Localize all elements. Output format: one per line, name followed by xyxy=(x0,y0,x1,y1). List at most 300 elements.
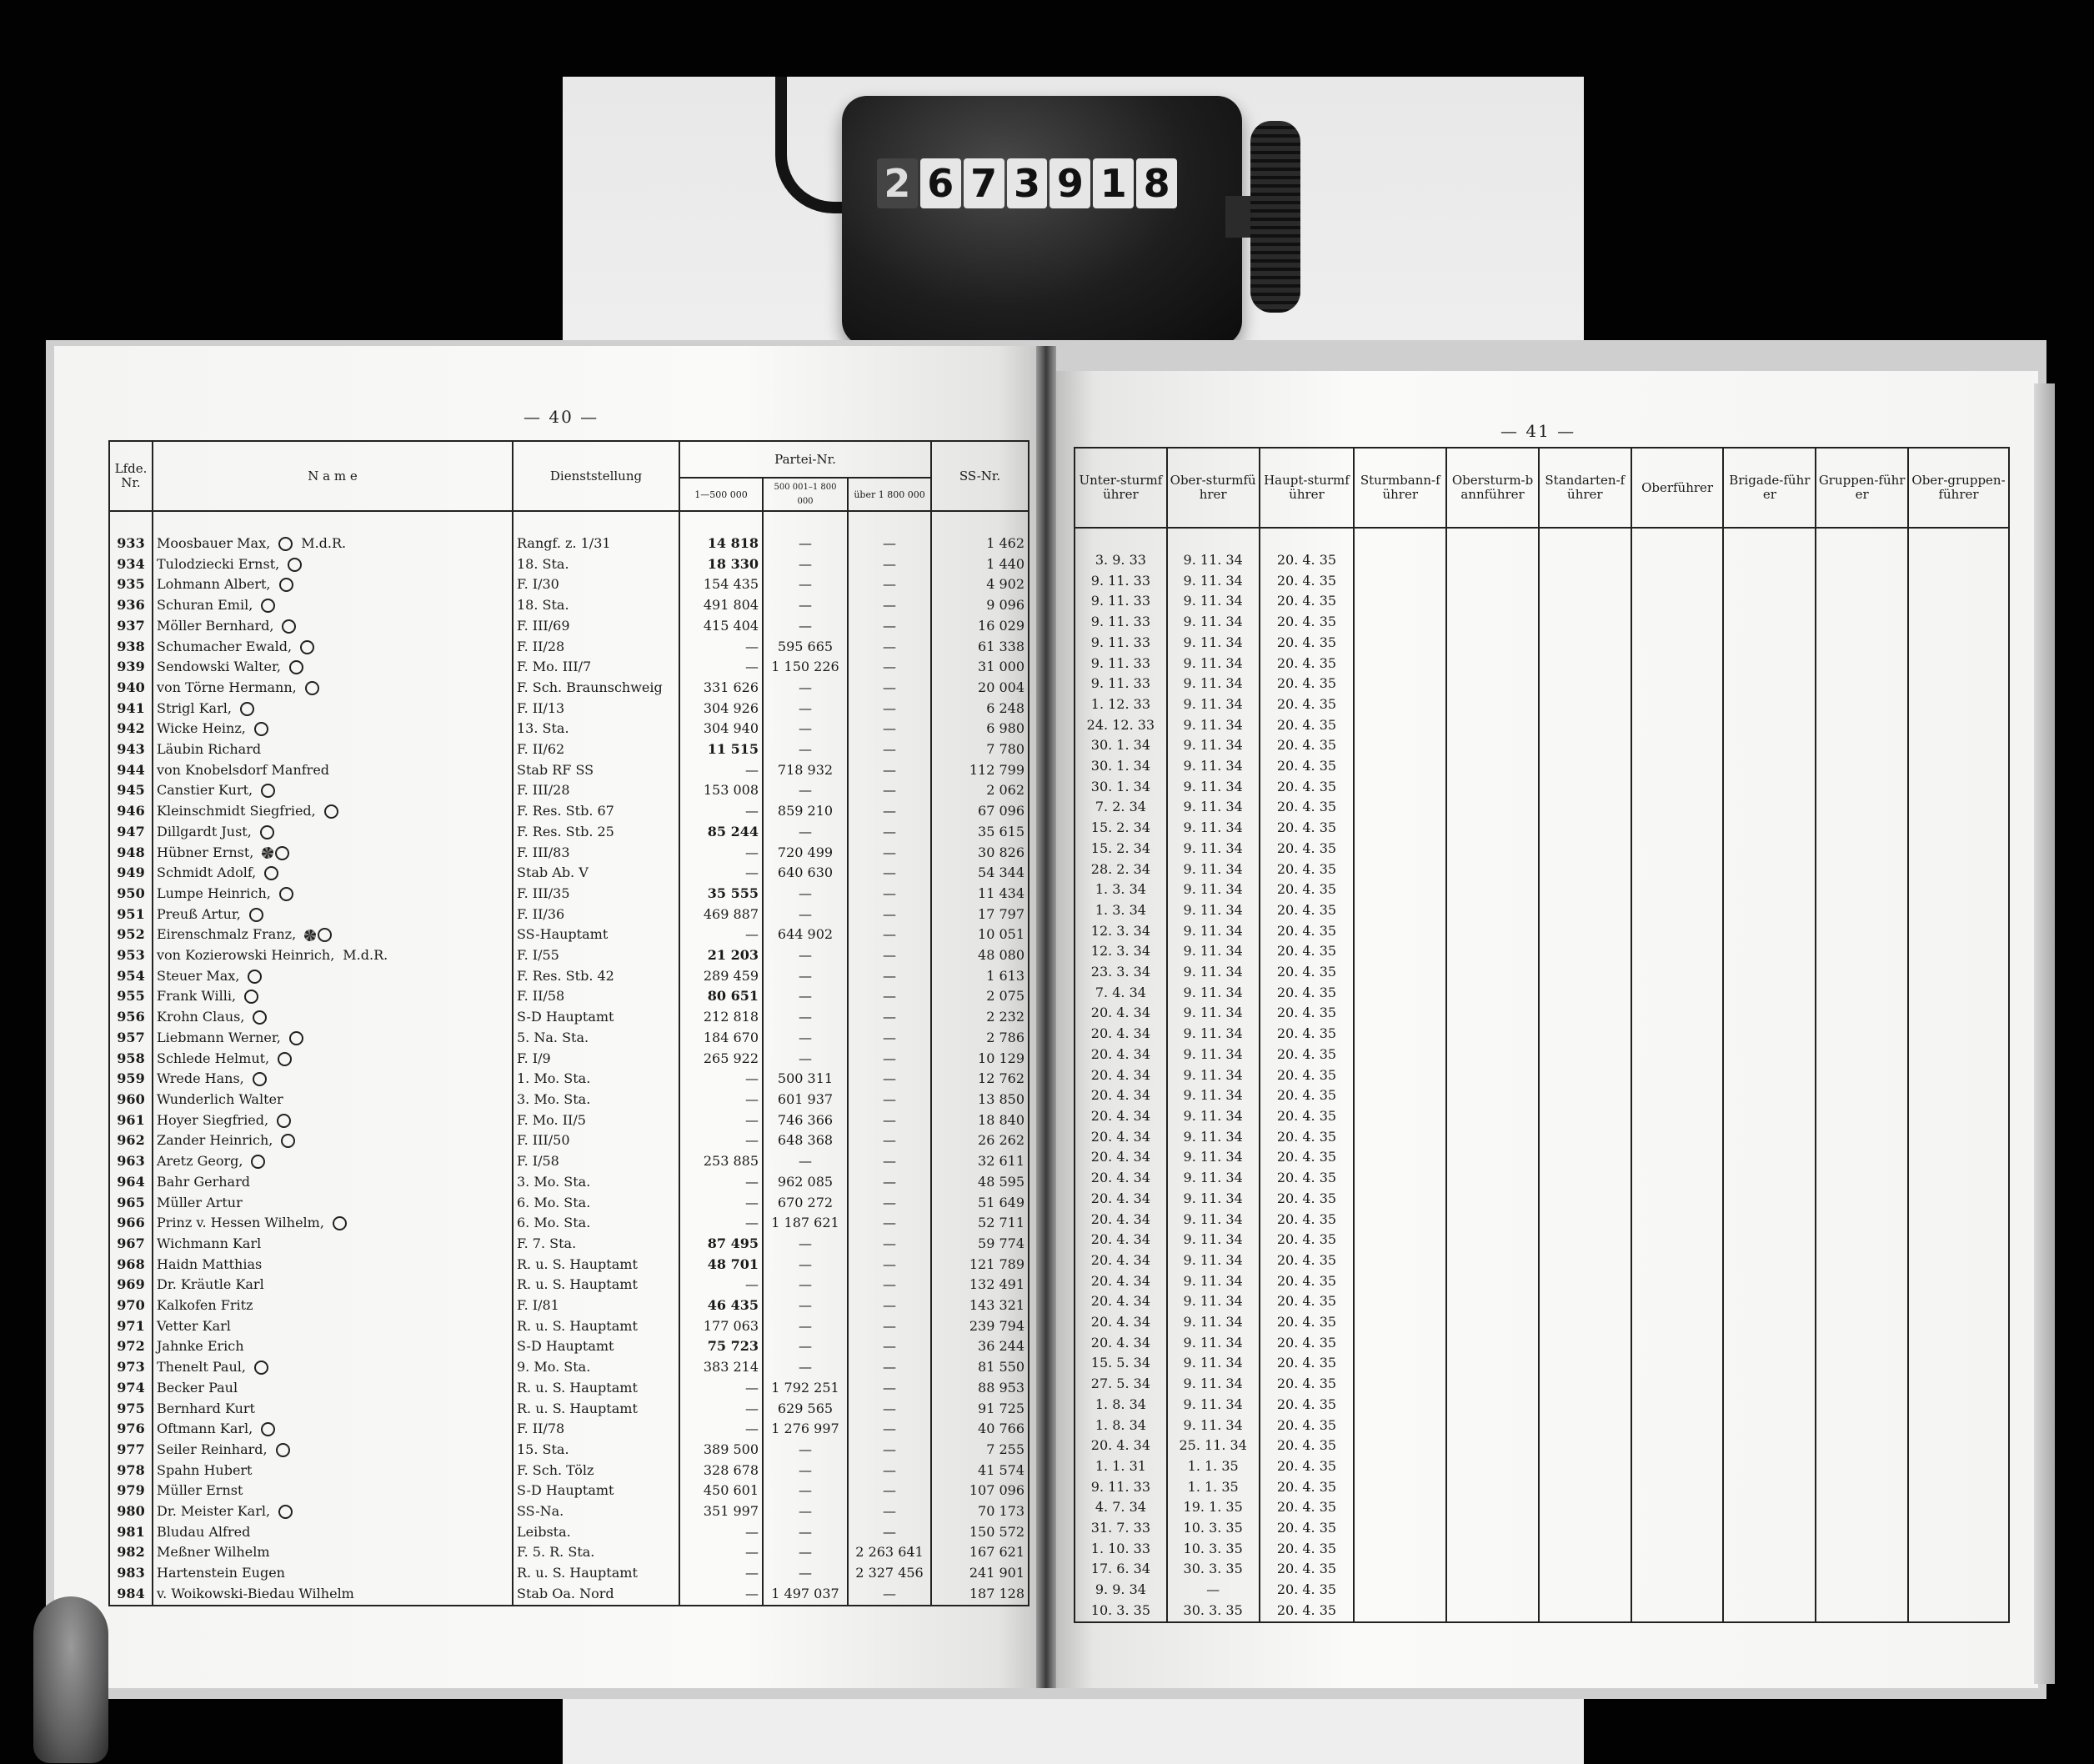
dienststellung: Leibsta. xyxy=(517,1523,571,1540)
ss-nr-cell xyxy=(931,945,1029,966)
member-name-cell xyxy=(153,739,513,760)
partei-nr-1: 154 435 xyxy=(703,576,759,593)
rank-date-cell xyxy=(1446,674,1539,694)
partei-nr-1-cell xyxy=(679,1295,763,1316)
rank-date-cell xyxy=(1816,879,1908,900)
rank-date-cell xyxy=(1354,1539,1446,1560)
table-row xyxy=(109,1501,1029,1522)
rank-date: 1. 8. 34 xyxy=(1095,1416,1146,1433)
rank-date-cell xyxy=(1816,962,1908,983)
member-name: Hartenstein Eugen xyxy=(157,1565,285,1581)
table-row xyxy=(109,534,1029,554)
dienststellung: 3. Mo. Sta. xyxy=(517,1173,591,1190)
rank-date: 9. 11. 34 xyxy=(1183,1087,1243,1104)
rank-date-cell xyxy=(1908,735,2009,756)
rank-date: 20. 4. 34 xyxy=(1090,1128,1151,1145)
row-number: 934 xyxy=(117,555,145,572)
rank-date: 20. 4. 34 xyxy=(1090,1314,1151,1331)
rank-date-cell xyxy=(1816,1106,1908,1127)
ss-nr: 150 572 xyxy=(969,1523,1025,1540)
rank-date-cell xyxy=(1075,983,1167,1004)
dienststellung-cell xyxy=(513,739,679,760)
rank-date-cell xyxy=(1631,735,1724,756)
rank-date-cell xyxy=(1446,591,1539,612)
row-number-cell xyxy=(109,1419,153,1440)
rank-date-cell xyxy=(1631,1518,1724,1539)
rank-date-cell xyxy=(1908,591,2009,612)
ss-nr: 13 850 xyxy=(978,1090,1025,1107)
rank-date-cell xyxy=(1075,1497,1167,1518)
rank-date: 20. 4. 35 xyxy=(1276,922,1337,939)
partei-nr-2: — xyxy=(799,1276,812,1293)
dienststellung-cell xyxy=(513,1357,679,1378)
ss-nr-cell xyxy=(931,1130,1029,1151)
rank-date-cell xyxy=(1816,1210,1908,1230)
ss-nr: 52 711 xyxy=(978,1215,1025,1231)
dienststellung: F. II/58 xyxy=(517,988,565,1005)
rank-date-cell xyxy=(1167,571,1260,592)
rank-date-cell xyxy=(1539,1559,1631,1580)
dienststellung-cell xyxy=(513,1028,679,1049)
dienststellung: F. Res. Stb. 42 xyxy=(517,967,614,984)
partei-nr-2-cell xyxy=(763,966,848,987)
partei-nr-2-cell xyxy=(763,1542,848,1563)
rank-date-cell xyxy=(1260,756,1355,777)
rank-date: 31. 7. 33 xyxy=(1090,1520,1151,1536)
partei-nr-1: 14 818 xyxy=(707,535,759,551)
dienststellung: R. u. S. Hauptamt xyxy=(517,1317,638,1334)
partei-nr-3-cell xyxy=(848,739,931,760)
rank-date-cell xyxy=(1631,1374,1724,1395)
rank-date: 1. 3. 34 xyxy=(1095,881,1146,898)
dienststellung-cell xyxy=(513,595,679,616)
row-number: 956 xyxy=(117,1009,145,1025)
rank-date: 19. 1. 35 xyxy=(1183,1499,1243,1516)
rank-date-cell xyxy=(1260,591,1355,612)
rank-date-cell xyxy=(1723,1333,1816,1354)
ss-nr: 88 953 xyxy=(978,1379,1025,1396)
rank-date-cell xyxy=(1167,1291,1260,1312)
member-name: Kleinschmidt Siegfried, xyxy=(157,803,316,819)
row-number-cell xyxy=(109,822,153,843)
rank-date-cell xyxy=(1908,859,2009,880)
row-number-cell xyxy=(109,534,153,554)
rank-date-cell xyxy=(1075,654,1167,674)
rank-date-cell xyxy=(1908,674,2009,694)
partei-nr-3: — xyxy=(883,617,897,634)
member-name: Schlede Helmut, xyxy=(157,1050,270,1066)
rank-date-cell xyxy=(1723,879,1816,900)
rank-date-cell xyxy=(1354,797,1446,818)
partei-nr-1-cell xyxy=(679,1563,763,1584)
table-row xyxy=(1075,1271,2009,1292)
rank-date-cell xyxy=(1908,1601,2009,1622)
rank-date-cell xyxy=(1167,715,1260,736)
rank-date: 9. 11. 34 xyxy=(1183,1293,1243,1310)
rank-date-cell xyxy=(1816,633,1908,654)
ss-nr: 1 613 xyxy=(986,967,1025,984)
partei-nr-2: 962 085 xyxy=(777,1173,834,1190)
dienststellung-cell xyxy=(513,1110,679,1131)
partei-nr-2-cell xyxy=(763,760,848,781)
dienststellung: R. u. S. Hauptamt xyxy=(517,1565,638,1581)
rank-date: 1. 1. 35 xyxy=(1187,1478,1239,1495)
partei-nr-2: — xyxy=(799,1297,812,1314)
partei-nr-3: — xyxy=(883,720,897,737)
rank-date-cell xyxy=(1631,1147,1724,1168)
dienststellung-cell xyxy=(513,1316,679,1337)
rank-date-cell xyxy=(1908,818,2009,839)
ss-nr-cell xyxy=(931,678,1029,699)
rank-date-cell xyxy=(1260,900,1355,921)
rank-date-cell xyxy=(1539,879,1631,900)
ss-nr-cell xyxy=(931,1419,1029,1440)
rank-date-cell xyxy=(1260,1353,1355,1374)
ss-nr: 1 462 xyxy=(986,535,1025,551)
rank-date-cell xyxy=(1260,1312,1355,1333)
member-name-cell xyxy=(153,1130,513,1151)
ss-nr-cell xyxy=(931,1007,1029,1028)
partei-nr-2-cell xyxy=(763,678,848,699)
partei-nr-2-cell xyxy=(763,1522,848,1543)
rank-date-cell xyxy=(1354,1580,1446,1601)
partei-nr-2: — xyxy=(799,1544,812,1561)
rank-date-cell xyxy=(1167,633,1260,654)
rank-date-cell xyxy=(1260,1168,1355,1189)
spacer-cell xyxy=(1075,528,1167,550)
rank-date: 9. 11. 33 xyxy=(1090,1478,1151,1495)
counter-digits xyxy=(877,158,1177,208)
rank-date-cell xyxy=(1446,839,1539,859)
rank-date-cell xyxy=(1908,1539,2009,1560)
rank-header: Sturmbann-führer xyxy=(1354,448,1446,528)
member-name: Lumpe Heinrich, xyxy=(157,885,271,901)
partei-nr-3: — xyxy=(883,864,897,881)
rank-date-cell xyxy=(1075,1395,1167,1416)
table-row xyxy=(1075,1456,2009,1477)
rank-date-cell xyxy=(1354,1127,1446,1148)
table-row xyxy=(109,863,1029,884)
ss-nr: 6 980 xyxy=(986,720,1025,737)
partei-nr-2: — xyxy=(799,988,812,1005)
rank-date-cell xyxy=(1723,694,1816,715)
rank-date: 9. 11. 34 xyxy=(1183,1066,1243,1083)
ring-mark-icon xyxy=(254,719,268,739)
spacer-cell xyxy=(109,511,153,534)
spacer-cell xyxy=(1260,528,1355,550)
rank-date-cell xyxy=(1446,1353,1539,1374)
rank-date-cell xyxy=(1723,591,1816,612)
rank-date: 20. 4. 34 xyxy=(1090,1005,1151,1021)
rank-date-cell xyxy=(1446,1168,1539,1189)
ss-nr-cell xyxy=(931,1584,1029,1606)
rank-date-cell xyxy=(1816,756,1908,777)
rank-date-cell xyxy=(1075,859,1167,880)
table-row xyxy=(109,657,1029,678)
spacer-cell xyxy=(1446,528,1539,550)
rank-date-cell xyxy=(1908,797,2009,818)
rank-date: 20. 4. 35 xyxy=(1276,1437,1337,1454)
partei-nr-3: — xyxy=(883,1421,897,1437)
rank-date-cell xyxy=(1631,1477,1724,1498)
rank-date-cell xyxy=(1167,921,1260,942)
page-edge xyxy=(2034,383,2055,1684)
member-name: Dillgardt Just, xyxy=(157,823,252,839)
table-row xyxy=(1075,839,2009,859)
row-number: 976 xyxy=(117,1421,145,1437)
partei-nr-3: 2 263 641 xyxy=(855,1544,924,1561)
partei-nr-1-cell xyxy=(679,1440,763,1461)
rank-date: 9. 11. 34 xyxy=(1183,1334,1243,1351)
partei-nr-2: — xyxy=(799,905,812,922)
partei-nr-1-cell xyxy=(679,925,763,945)
row-number: 981 xyxy=(117,1523,145,1540)
member-name-cell xyxy=(153,822,513,843)
rank-date-cell xyxy=(1075,1539,1167,1560)
rank-date-cell xyxy=(1539,941,1631,962)
member-name-cell xyxy=(153,1234,513,1255)
rank-date-cell xyxy=(1260,571,1355,592)
rank-date-cell xyxy=(1446,1539,1539,1560)
partei-nr-1: 491 804 xyxy=(703,597,759,614)
rank-date-cell xyxy=(1908,1416,2009,1436)
row-number: 950 xyxy=(117,885,145,901)
rank-date-cell xyxy=(1723,674,1816,694)
partei-nr-2: 746 366 xyxy=(777,1111,834,1128)
partei-nr-1-cell xyxy=(679,1193,763,1214)
table-row xyxy=(109,1090,1029,1110)
rank-date-cell xyxy=(1816,921,1908,942)
partei-nr-3: — xyxy=(883,905,897,922)
row-number: 939 xyxy=(117,659,145,675)
partei-nr-2-cell xyxy=(763,554,848,575)
rank-date: 20. 4. 35 xyxy=(1276,1170,1337,1186)
row-number-cell xyxy=(109,595,153,616)
rank-date-cell xyxy=(1167,1168,1260,1189)
partei-nr-3: — xyxy=(883,782,897,799)
dienststellung-cell xyxy=(513,966,679,987)
rank-date: 20. 4. 35 xyxy=(1276,1499,1337,1516)
rank-date-cell xyxy=(1354,941,1446,962)
rank-date-cell xyxy=(1539,1085,1631,1106)
partei-nr-1: 177 063 xyxy=(703,1317,759,1334)
table-row xyxy=(1075,735,2009,756)
rank-date-cell xyxy=(1631,962,1724,983)
partei-nr-2: — xyxy=(799,1153,812,1170)
rank-date-cell xyxy=(1075,1085,1167,1106)
partei-nr-3: — xyxy=(883,1029,897,1045)
rank-date-cell xyxy=(1446,797,1539,818)
row-number-cell xyxy=(109,863,153,884)
ss-nr: 6 248 xyxy=(986,699,1025,716)
rank-date-cell xyxy=(1446,1291,1539,1312)
partei-nr-2-cell xyxy=(763,534,848,554)
dienststellung-cell xyxy=(513,1481,679,1501)
rank-date-cell xyxy=(1354,777,1446,798)
partei-nr-3: — xyxy=(883,1090,897,1107)
member-name-cell xyxy=(153,1419,513,1440)
table-row xyxy=(109,986,1029,1007)
rank-date-cell xyxy=(1908,715,2009,736)
partei-nr-2-cell xyxy=(763,595,848,616)
partei-nr-1-cell xyxy=(679,1584,763,1606)
partei-nr-2: 1 276 997 xyxy=(771,1421,839,1437)
partei-nr-3-cell xyxy=(848,1090,931,1110)
partei-nr-2: 601 937 xyxy=(777,1090,834,1107)
partei-nr-3: — xyxy=(883,535,897,551)
rank-date: 20. 4. 35 xyxy=(1276,1416,1337,1433)
row-number: 940 xyxy=(117,679,145,695)
row-number-cell xyxy=(109,657,153,678)
rank-date-cell xyxy=(1167,550,1260,571)
rank-date: 9. 11. 34 xyxy=(1183,695,1243,712)
rank-date-cell xyxy=(1908,1518,2009,1539)
rank-date: 15. 2. 34 xyxy=(1090,819,1151,836)
rank-date-cell xyxy=(1723,1003,1816,1024)
rank-date-cell xyxy=(1539,694,1631,715)
member-name: von Kozierowski Heinrich, xyxy=(157,947,335,964)
dienststellung-cell xyxy=(513,616,679,637)
rank-date-cell xyxy=(1260,1045,1355,1065)
rank-date: 9. 11. 34 xyxy=(1183,778,1243,794)
rank-date-cell xyxy=(1260,1250,1355,1271)
member-name: Prinz v. Hessen Wilhelm, xyxy=(157,1215,324,1231)
dienststellung-cell xyxy=(513,1172,679,1193)
rank-date-cell xyxy=(1539,1024,1631,1045)
partei-nr-2-cell xyxy=(763,1336,848,1357)
rank-date: 30. 1. 34 xyxy=(1090,758,1151,774)
ring-mark-icon xyxy=(254,1357,268,1378)
table-row xyxy=(1075,1065,2009,1086)
rank-date: 1. 1. 35 xyxy=(1187,1457,1239,1474)
partei-nr-1-cell xyxy=(679,1501,763,1522)
partei-nr-1-cell xyxy=(679,1542,763,1563)
ss-nr: 187 128 xyxy=(969,1585,1025,1601)
rank-date-cell xyxy=(1723,1477,1816,1498)
ss-nr-cell xyxy=(931,863,1029,884)
partei-nr-1-cell xyxy=(679,843,763,864)
rank-date-cell xyxy=(1167,1230,1260,1250)
rank-date: 20. 4. 34 xyxy=(1090,1272,1151,1289)
rank-date-cell xyxy=(1631,1580,1724,1601)
rank-date-cell xyxy=(1354,612,1446,633)
rank-date-cell xyxy=(1816,818,1908,839)
ss-nr: 59 774 xyxy=(978,1235,1025,1251)
table-row xyxy=(1075,1539,2009,1560)
ss-nr-cell xyxy=(931,1563,1029,1584)
rank-date-cell xyxy=(1631,1291,1724,1312)
rank-date-cell xyxy=(1446,1003,1539,1024)
partei-nr-2: 859 210 xyxy=(777,803,834,819)
rank-date: 9. 11. 34 xyxy=(1183,675,1243,692)
rank-date-cell xyxy=(1075,1416,1167,1436)
rank-date-cell xyxy=(1354,1559,1446,1580)
rank-date-cell xyxy=(1167,1601,1260,1622)
ss-nr: 91 725 xyxy=(978,1400,1025,1416)
row-number-cell xyxy=(109,1522,153,1543)
rank-header: Brigade-führer xyxy=(1723,448,1816,528)
partei-nr-1: — xyxy=(745,761,759,778)
partei-nr-3-cell xyxy=(848,678,931,699)
row-number-cell xyxy=(109,554,153,575)
ss-nr: 7 255 xyxy=(986,1441,1025,1457)
dienststellung-cell xyxy=(513,1007,679,1028)
partei-nr-1: 18 330 xyxy=(707,555,759,572)
table-row xyxy=(1075,1168,2009,1189)
member-name-cell xyxy=(153,1090,513,1110)
rank-date-cell xyxy=(1260,654,1355,674)
rank-date-cell xyxy=(1446,1497,1539,1518)
rank-date: 1. 12. 33 xyxy=(1090,695,1151,712)
partei-nr-2-cell xyxy=(763,780,848,801)
row-number-cell xyxy=(109,1316,153,1337)
rank-date-cell xyxy=(1723,1065,1816,1086)
dienststellung-cell xyxy=(513,534,679,554)
table-row xyxy=(109,760,1029,781)
rank-date-cell xyxy=(1446,879,1539,900)
rank-date-cell xyxy=(1167,962,1260,983)
dienststellung-cell xyxy=(513,719,679,739)
rank-date-cell xyxy=(1075,1353,1167,1374)
partei-nr-2-cell xyxy=(763,1255,848,1275)
rank-date-cell xyxy=(1167,941,1260,962)
ss-nr-cell xyxy=(931,595,1029,616)
partei-nr-2: — xyxy=(799,535,812,551)
partei-nr-2: — xyxy=(799,679,812,695)
partei-nr-2: 718 932 xyxy=(777,761,834,778)
rank-date-cell xyxy=(1354,1189,1446,1210)
partei-nr-1: — xyxy=(745,638,759,654)
row-number: 975 xyxy=(117,1400,145,1416)
member-name: Krohn Claus, xyxy=(157,1009,245,1025)
ring-mark-icon xyxy=(261,780,275,801)
table-row xyxy=(1075,1291,2009,1312)
table-row xyxy=(109,1316,1029,1337)
rank-date-cell xyxy=(1908,1085,2009,1106)
ss-nr-cell xyxy=(931,1501,1029,1522)
rank-date: 20. 4. 34 xyxy=(1090,1231,1151,1248)
member-name-cell xyxy=(153,1461,513,1481)
rank-date-cell xyxy=(1631,1189,1724,1210)
table-row xyxy=(1075,550,2009,571)
rank-date: 20. 4. 35 xyxy=(1276,1520,1337,1536)
rank-date-cell xyxy=(1816,612,1908,633)
rank-date-cell xyxy=(1075,1559,1167,1580)
row-number-cell xyxy=(109,1255,153,1275)
rank-date-cell xyxy=(1723,735,1816,756)
member-name-cell xyxy=(153,1563,513,1584)
rank-date-cell xyxy=(1354,859,1446,880)
partei-nr-2: — xyxy=(799,885,812,901)
rank-date: 9. 11. 34 xyxy=(1183,1272,1243,1289)
table-row xyxy=(1075,1024,2009,1045)
rank-date-cell xyxy=(1631,1085,1724,1106)
table-row xyxy=(109,1461,1029,1481)
rank-date: 20. 4. 35 xyxy=(1276,1251,1337,1268)
rank-date-cell xyxy=(1167,859,1260,880)
ring-mark-icon xyxy=(253,1007,267,1028)
rank-date-cell xyxy=(1816,1312,1908,1333)
rank-date-cell xyxy=(1446,983,1539,1004)
ss-nr: 61 338 xyxy=(978,638,1025,654)
partei-nr-2-cell xyxy=(763,905,848,925)
dienststellung-cell xyxy=(513,760,679,781)
rank-date-cell xyxy=(1260,839,1355,859)
row-number: 953 xyxy=(117,947,145,964)
spacer-cell xyxy=(153,511,513,534)
partei-nr-2-cell xyxy=(763,1295,848,1316)
rank-date-cell xyxy=(1446,1147,1539,1168)
